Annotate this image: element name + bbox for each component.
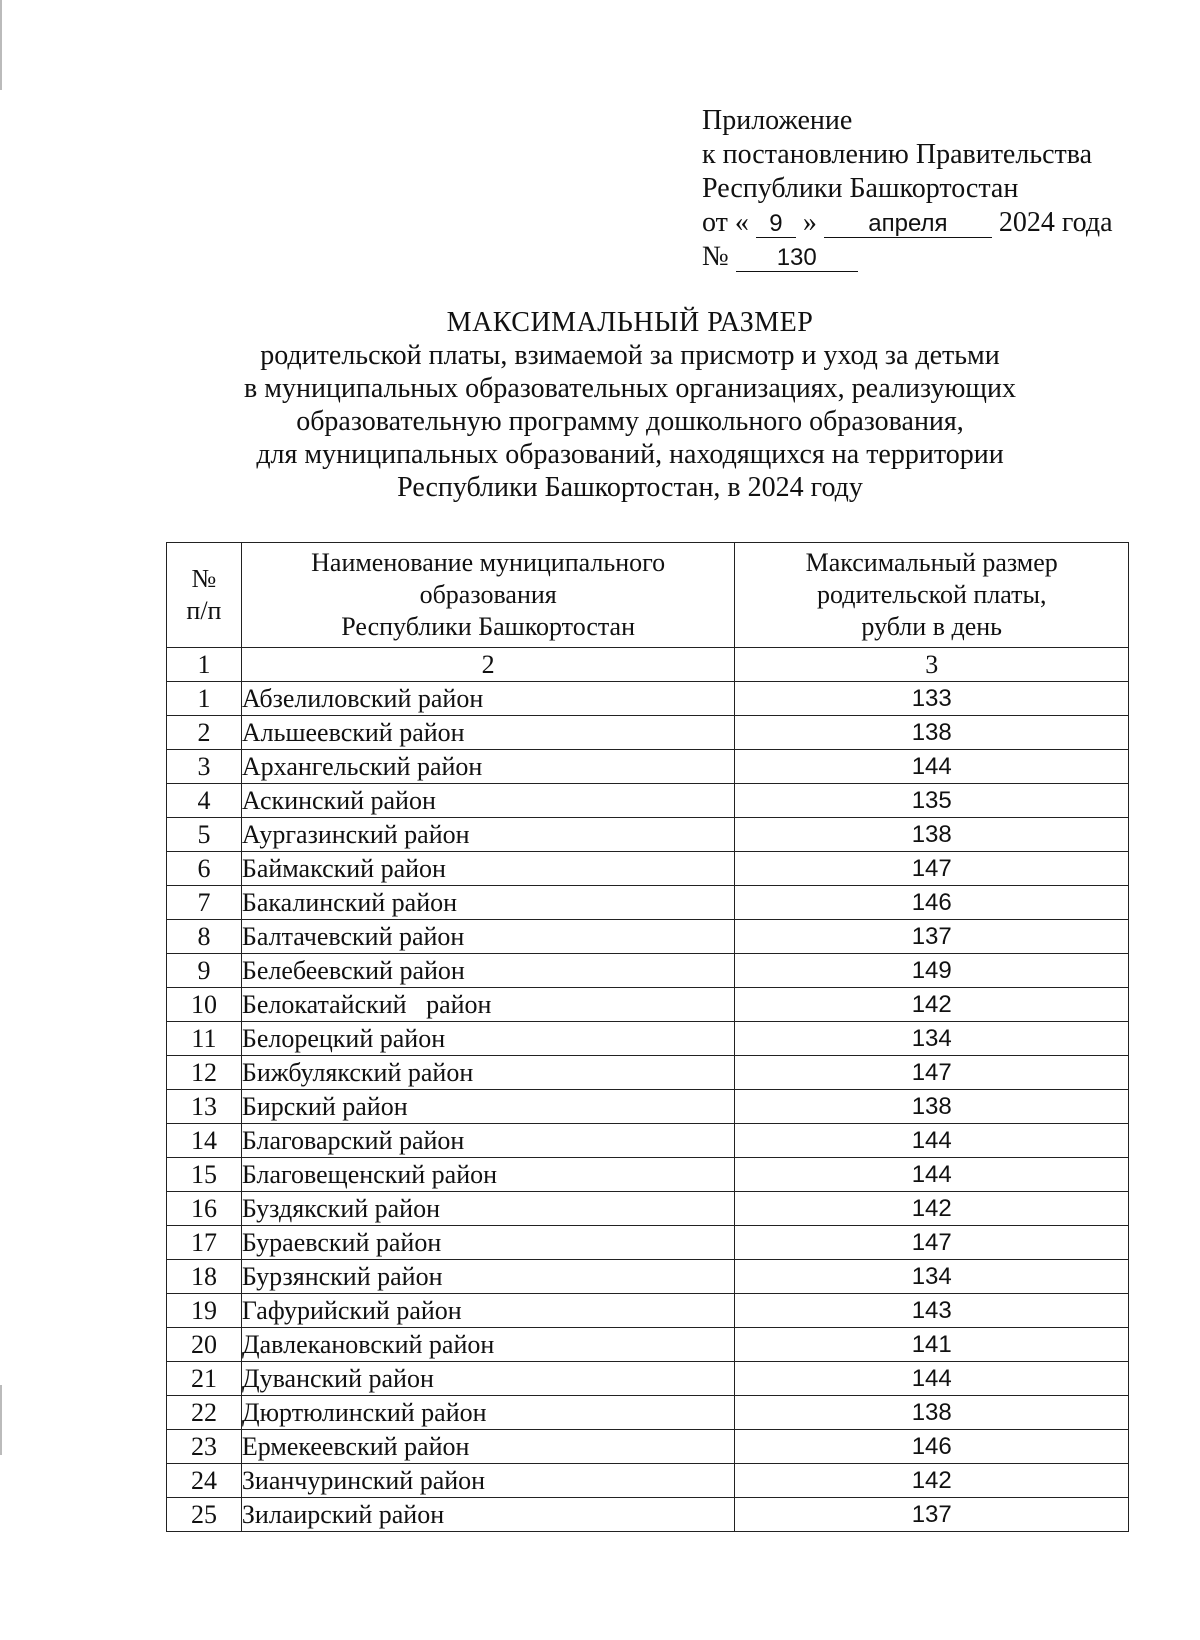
municipality-name: Белебеевский район (241, 954, 735, 988)
title-line: для муниципальных образований, находящихся на территории (256, 439, 1004, 470)
appendix-number-line (702, 240, 1113, 274)
municipality-name: Белокатайский район (241, 988, 735, 1022)
scan-edge-mark (0, 1385, 2, 1455)
row-number: 6 (167, 852, 242, 886)
title-line: образовательную программу дошкольного образования, (296, 406, 964, 437)
table-row (167, 682, 1129, 716)
header-text: образования (419, 580, 557, 609)
row-number: 5 (167, 818, 242, 852)
max-fee-value: 146 (735, 886, 1129, 920)
municipality-name: Зианчуринский район (241, 1464, 735, 1498)
max-fee-value: 146 (735, 1430, 1129, 1464)
table-row (167, 954, 1129, 988)
scan-edge-mark (0, 0, 2, 90)
municipality-name: Альшеевский район (241, 716, 735, 750)
header-municipality (241, 543, 735, 648)
max-fee-value: 138 (735, 716, 1129, 750)
table-row (167, 1328, 1129, 1362)
column-number: 2 (241, 648, 735, 682)
table-row (167, 920, 1129, 954)
column-number: 3 (735, 648, 1129, 682)
max-fee-value: 147 (735, 1226, 1129, 1260)
table-row (167, 1226, 1129, 1260)
table-row (167, 1124, 1129, 1158)
title-line: в муниципальных образовательных организациях, реализующих (244, 373, 1016, 404)
row-number: 4 (167, 784, 242, 818)
row-number: 3 (167, 750, 242, 784)
max-fee-value: 138 (735, 1396, 1129, 1430)
municipality-name: Белорецкий район (241, 1022, 735, 1056)
table-row (167, 1498, 1129, 1532)
max-fee-value: 141 (735, 1328, 1129, 1362)
date-suffix: года (1061, 207, 1113, 238)
table-row (167, 1192, 1129, 1226)
row-number: 17 (167, 1226, 242, 1260)
municipality-name: Абзелиловский район (241, 682, 735, 716)
row-number: 19 (167, 1294, 242, 1328)
max-fee-value: 135 (735, 784, 1129, 818)
row-number: 25 (167, 1498, 242, 1532)
row-number: 1 (167, 682, 242, 716)
header-max-fee (735, 543, 1129, 648)
max-fee-value: 149 (735, 954, 1129, 988)
table-row (167, 1260, 1129, 1294)
table-row (167, 1022, 1129, 1056)
date-year: 2024 (998, 207, 1055, 238)
appendix-line: к постановлению Правительства (702, 139, 1093, 170)
max-fee-value: 138 (735, 1090, 1129, 1124)
municipality-name: Бураевский район (241, 1226, 735, 1260)
municipality-name: Бижбулякский район (241, 1056, 735, 1090)
municipality-name: Ермекеевский район (241, 1430, 735, 1464)
max-fee-value: 137 (735, 1498, 1129, 1532)
max-fee-value: 133 (735, 682, 1129, 716)
table-row (167, 1362, 1129, 1396)
table-row (167, 1294, 1129, 1328)
row-number: 22 (167, 1396, 242, 1430)
appendix-line: Приложение (702, 105, 853, 136)
header-text: п/п (186, 596, 222, 625)
row-number: 13 (167, 1090, 242, 1124)
row-number: 9 (167, 954, 242, 988)
header-text: рубли в день (861, 612, 1003, 641)
date-prefix: от « (702, 207, 749, 238)
row-number: 24 (167, 1464, 242, 1498)
row-number: 11 (167, 1022, 242, 1056)
municipality-name: Бурзянский район (241, 1260, 735, 1294)
municipality-name: Аскинский район (241, 784, 735, 818)
row-number: 18 (167, 1260, 242, 1294)
header-text: Республики Башкортостан (341, 612, 636, 641)
max-fee-value: 142 (735, 988, 1129, 1022)
row-number: 14 (167, 1124, 242, 1158)
municipality-name: Аургазинский район (241, 818, 735, 852)
table-row (167, 1430, 1129, 1464)
municipality-name: Благовещенский район (241, 1158, 735, 1192)
header-text: Наименование муниципального (311, 548, 666, 577)
municipality-name: Бирский район (241, 1090, 735, 1124)
max-fee-value: 138 (735, 818, 1129, 852)
number-prefix: № (702, 241, 729, 272)
title-main: МАКСИМАЛЬНЫЙ РАЗМЕР (446, 307, 814, 338)
row-number: 2 (167, 716, 242, 750)
column-number: 1 (167, 648, 242, 682)
municipality-name: Гафурийский район (241, 1294, 735, 1328)
municipality-name: Архангельский район (241, 750, 735, 784)
max-fee-value: 147 (735, 1056, 1129, 1090)
municipality-name: Буздякский район (241, 1192, 735, 1226)
row-number: 15 (167, 1158, 242, 1192)
max-fee-value: 142 (735, 1192, 1129, 1226)
date-month: апреля (824, 211, 992, 238)
row-number: 8 (167, 920, 242, 954)
municipality-name: Дюртюлинский район (241, 1396, 735, 1430)
date-mid: » (802, 207, 817, 238)
document-title (200, 306, 1060, 504)
table-row (167, 886, 1129, 920)
table-row (167, 1056, 1129, 1090)
max-fee-value: 144 (735, 1362, 1129, 1396)
table-row (167, 1158, 1129, 1192)
max-fee-value: 147 (735, 852, 1129, 886)
header-number (167, 543, 242, 648)
max-fee-value: 134 (735, 1022, 1129, 1056)
table-row (167, 1090, 1129, 1124)
header-text: родительской платы, (816, 580, 1047, 609)
table-row (167, 716, 1129, 750)
municipality-name: Балтачевский район (241, 920, 735, 954)
table-row (167, 1464, 1129, 1498)
appendix-line: Республики Башкортостан (702, 173, 1019, 204)
row-number: 7 (167, 886, 242, 920)
municipality-name: Дуванский район (241, 1362, 735, 1396)
row-number: 16 (167, 1192, 242, 1226)
max-fee-value: 144 (735, 750, 1129, 784)
table-row (167, 818, 1129, 852)
column-number-row (167, 648, 1129, 682)
table-row (167, 852, 1129, 886)
document-number: 130 (736, 245, 858, 272)
row-number: 12 (167, 1056, 242, 1090)
municipality-name: Бакалинский район (241, 886, 735, 920)
max-fee-value: 134 (735, 1260, 1129, 1294)
municipality-name: Зилаирский район (241, 1498, 735, 1532)
municipality-name: Баймакский район (241, 852, 735, 886)
title-line: родительской платы, взимаемой за присмотр и уход за детьми (260, 340, 1000, 371)
max-fee-value: 144 (735, 1158, 1129, 1192)
table-row (167, 784, 1129, 818)
header-text: № (191, 564, 217, 593)
header-text: Максимальный размер (805, 548, 1058, 577)
appendix-date-line (702, 206, 1113, 240)
max-fee-value: 137 (735, 920, 1129, 954)
table-header-row (167, 543, 1129, 648)
municipality-name: Давлекановский район (241, 1328, 735, 1362)
table-row (167, 1396, 1129, 1430)
max-fee-value: 144 (735, 1124, 1129, 1158)
appendix-block (702, 104, 1113, 274)
row-number: 21 (167, 1362, 242, 1396)
max-fee-value: 143 (735, 1294, 1129, 1328)
row-number: 23 (167, 1430, 242, 1464)
max-fee-value: 142 (735, 1464, 1129, 1498)
date-day: 9 (756, 211, 796, 238)
title-line: Республики Башкортостан, в 2024 году (397, 472, 863, 503)
municipality-name: Благоварский район (241, 1124, 735, 1158)
row-number: 20 (167, 1328, 242, 1362)
row-number: 10 (167, 988, 242, 1022)
table-row (167, 988, 1129, 1022)
table-row (167, 750, 1129, 784)
fee-table (166, 542, 1129, 1532)
